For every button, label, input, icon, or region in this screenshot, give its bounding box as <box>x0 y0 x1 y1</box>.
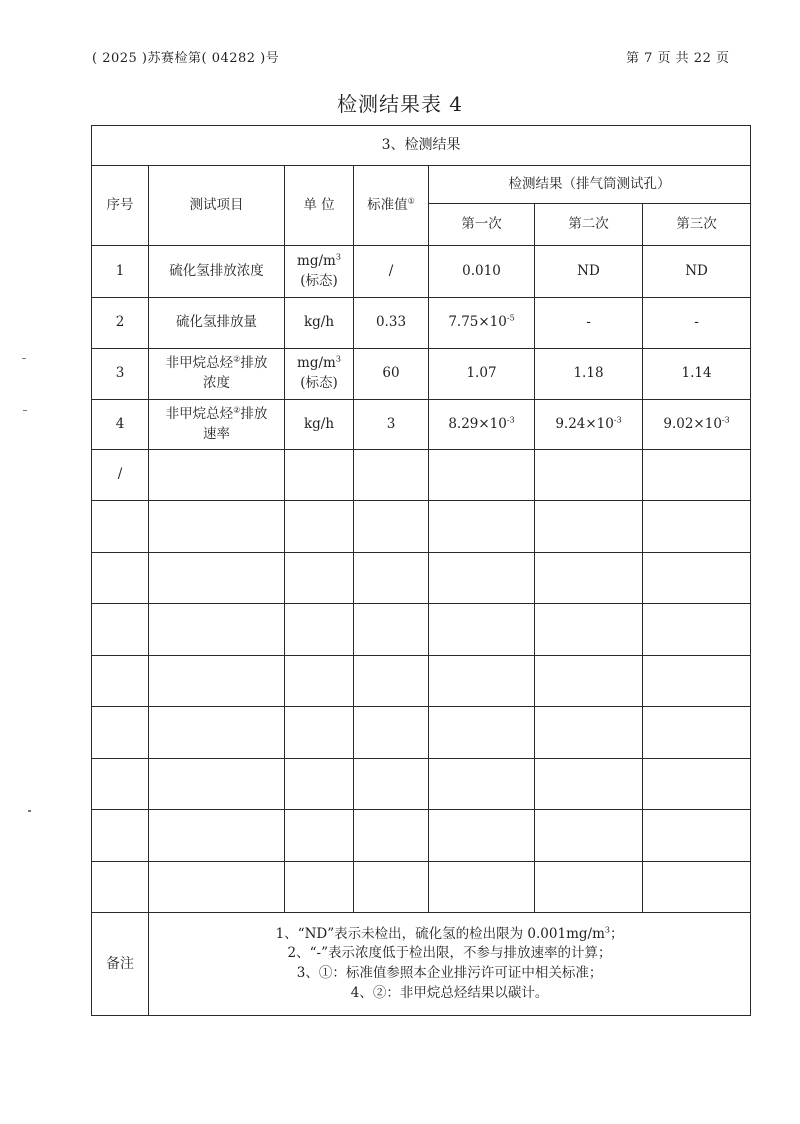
empty-cell <box>429 553 535 604</box>
page-info: 第 7 页 共 22 页 <box>626 51 730 66</box>
empty-cell <box>354 553 429 604</box>
empty-cell <box>429 604 535 656</box>
empty-row <box>92 810 751 862</box>
empty-cell <box>354 450 429 501</box>
note-1-end: ； <box>609 925 624 942</box>
empty-cell <box>643 656 751 707</box>
row-standard: 3 <box>354 400 429 450</box>
note-1-exp: 3 <box>604 925 610 935</box>
row-item: 硫化氢排放量 <box>149 298 285 349</box>
result-base: 9.24×10 <box>555 415 614 432</box>
empty-row <box>92 707 751 759</box>
row-result-2: - <box>535 298 643 349</box>
unit-note: (标态) <box>300 272 338 289</box>
item-mark: ② <box>233 405 241 415</box>
row-result-2: ND <box>535 246 643 298</box>
empty-cell <box>92 862 149 913</box>
header-item: 测试项目 <box>149 166 285 246</box>
empty-cell <box>92 656 149 707</box>
empty-cell <box>285 604 354 656</box>
item-name-c: 浓度 <box>203 375 230 391</box>
empty-cell <box>92 501 149 553</box>
header-second: 第二次 <box>535 204 643 246</box>
empty-cell <box>535 553 643 604</box>
table-row <box>92 450 751 501</box>
header-third: 第三次 <box>643 204 751 246</box>
empty-cell <box>429 810 535 862</box>
empty-cell <box>643 604 751 656</box>
empty-cell <box>535 862 643 913</box>
scan-speck <box>22 358 26 359</box>
empty-row <box>92 604 751 656</box>
results-table <box>91 125 751 1016</box>
empty-cell <box>92 553 149 604</box>
row-item <box>149 349 285 400</box>
empty-cell <box>429 862 535 913</box>
empty-cell <box>643 810 751 862</box>
empty-cell <box>285 553 354 604</box>
row-standard: 0.33 <box>354 298 429 349</box>
empty-row <box>92 501 751 553</box>
empty-cell <box>92 759 149 810</box>
item-name-b: 排放 <box>240 355 268 372</box>
empty-row <box>92 553 751 604</box>
row-seq: 4 <box>92 400 149 450</box>
note-2: 2、“-”表示浓度低于检出限，不参与排放速率的计算； <box>287 945 612 962</box>
empty-cell <box>429 759 535 810</box>
empty-cell <box>535 501 643 553</box>
header-first: 第一次 <box>429 204 535 246</box>
empty-cell <box>429 501 535 553</box>
empty-cell <box>149 656 285 707</box>
empty-cell <box>149 707 285 759</box>
report-number: ( 2025 )苏赛检第( 04282 )号 <box>92 51 280 66</box>
empty-cell <box>92 810 149 862</box>
empty-cell <box>643 707 751 759</box>
result-base: 9.02×10 <box>663 415 722 432</box>
row-unit: kg/h <box>285 400 354 450</box>
empty-cell <box>535 450 643 501</box>
unit-note: (标态) <box>300 375 338 391</box>
unit-exp: 3 <box>335 252 341 262</box>
empty-cell <box>535 759 643 810</box>
row-result-1 <box>429 298 535 349</box>
empty-cell <box>285 501 354 553</box>
row-seq: 1 <box>92 246 149 298</box>
row-seq: / <box>92 450 149 501</box>
row-result-3: - <box>643 298 751 349</box>
item-name-b: 排放 <box>240 405 268 422</box>
row-unit <box>285 349 354 400</box>
notes-label: 备注 <box>92 913 149 1016</box>
row-seq: 3 <box>92 349 149 400</box>
row-unit <box>285 246 354 298</box>
item-name-c: 速率 <box>203 425 230 442</box>
result-base: 7.75×10 <box>448 314 507 331</box>
empty-cell <box>149 501 285 553</box>
empty-cell <box>429 707 535 759</box>
empty-cell <box>149 862 285 913</box>
row-result-3 <box>643 400 751 450</box>
empty-cell <box>354 810 429 862</box>
empty-cell <box>354 501 429 553</box>
empty-cell <box>535 604 643 656</box>
unit-exp: 3 <box>335 354 341 364</box>
row-standard: / <box>354 246 429 298</box>
result-exp: -3 <box>721 415 730 425</box>
empty-cell <box>643 759 751 810</box>
empty-cell <box>92 707 149 759</box>
empty-cell <box>285 759 354 810</box>
empty-cell <box>149 810 285 862</box>
item-name-a: 非甲烷总烃 <box>165 405 234 422</box>
empty-cell <box>429 450 535 501</box>
item-name-a: 非甲烷总烃 <box>165 355 234 372</box>
row-standard: 60 <box>354 349 429 400</box>
row-seq: 2 <box>92 298 149 349</box>
note-1-text: 1、“ND”表示未检出，硫化氢的检出限为 0.001mg/m <box>275 925 605 942</box>
note-1 <box>149 925 750 945</box>
notes-row <box>92 913 751 1016</box>
row-item: 硫化氢排放浓度 <box>149 246 285 298</box>
empty-cell <box>643 450 751 501</box>
scan-speck <box>28 810 31 812</box>
row-item <box>149 400 285 450</box>
table-row <box>92 298 751 349</box>
empty-cell <box>149 450 285 501</box>
section-heading: 3、检测结果 <box>92 126 751 166</box>
empty-cell <box>643 862 751 913</box>
item-mark: ② <box>233 354 241 364</box>
header-unit: 单 位 <box>285 166 354 246</box>
row-result-3: ND <box>643 246 751 298</box>
row-result-1: 1.07 <box>429 349 535 400</box>
unit-base: mg/m <box>297 252 336 269</box>
row-result-3: 1.14 <box>643 349 751 400</box>
header-standard-label: 标准值 <box>367 196 408 213</box>
table-row <box>92 400 751 450</box>
unit-base: mg/m <box>297 355 336 372</box>
empty-cell <box>354 707 429 759</box>
header-standard <box>354 166 429 246</box>
row-result-2: 1.18 <box>535 349 643 400</box>
empty-cell <box>149 759 285 810</box>
result-exp: -5 <box>506 313 515 323</box>
empty-cell <box>285 707 354 759</box>
empty-cell <box>354 759 429 810</box>
empty-cell <box>285 450 354 501</box>
row-result-1: 0.010 <box>429 246 535 298</box>
empty-cell <box>354 862 429 913</box>
empty-cell <box>92 604 149 656</box>
result-exp: -3 <box>506 415 515 425</box>
result-base: 8.29×10 <box>448 415 507 432</box>
empty-cell <box>535 707 643 759</box>
empty-row <box>92 759 751 810</box>
scan-speck <box>23 410 27 411</box>
empty-cell <box>643 553 751 604</box>
empty-cell <box>285 862 354 913</box>
header-standard-mark: ① <box>407 196 415 206</box>
table-row <box>92 349 751 400</box>
row-unit: kg/h <box>285 298 354 349</box>
empty-cell <box>285 810 354 862</box>
row-result-1 <box>429 400 535 450</box>
note-4: 4、②：非甲烷总烃结果以碳计。 <box>350 984 549 1001</box>
empty-cell <box>149 553 285 604</box>
header-seq: 序号 <box>92 166 149 246</box>
empty-cell <box>429 656 535 707</box>
result-exp: -3 <box>613 415 622 425</box>
empty-cell <box>354 656 429 707</box>
notes-content <box>149 913 751 1016</box>
empty-row <box>92 656 751 707</box>
table-row <box>92 246 751 298</box>
empty-cell <box>285 656 354 707</box>
empty-cell <box>149 604 285 656</box>
note-3: 3、①：标准值参照本企业排污许可证中相关标准； <box>296 965 603 981</box>
empty-cell <box>535 656 643 707</box>
empty-row <box>92 862 751 913</box>
empty-cell <box>535 810 643 862</box>
row-result-2 <box>535 400 643 450</box>
empty-cell <box>354 604 429 656</box>
page-title: 检测结果表 4 <box>336 92 464 116</box>
header-results-group: 检测结果（排气筒测试孔） <box>429 166 751 204</box>
empty-cell <box>643 501 751 553</box>
